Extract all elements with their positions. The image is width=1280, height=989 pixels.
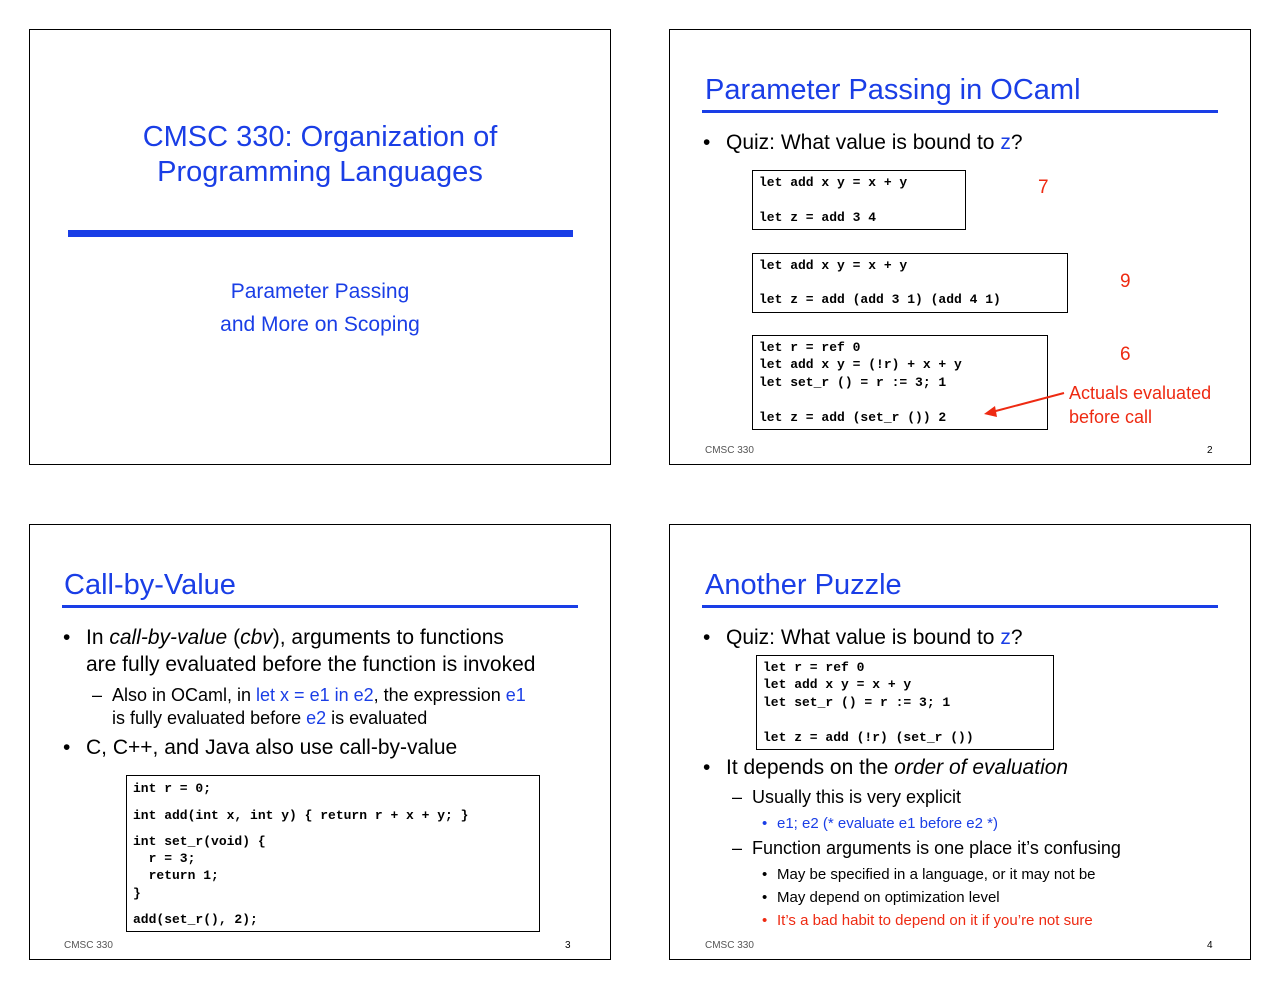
bullet-dot: • [703,131,711,154]
dash: – [732,787,743,807]
code-line: return 1; [133,868,219,883]
code-line: r = 3; [133,851,196,866]
code-line: let r = ref 0 [759,340,861,355]
code-line: int r = 0; [133,781,212,796]
code-line: let set_r () = r := 3; 1 [763,695,951,710]
slide-4 [669,524,1251,960]
code-line: } [133,886,141,901]
dash: – [92,685,103,705]
bullet-dot: • [762,912,768,929]
answer-3: 6 [1120,344,1131,365]
title-divider [68,230,573,237]
sub-bullet-2: Function arguments is one place it’s confusing [752,838,1121,858]
code-line: let add x y = x + y [763,677,912,692]
title-underline [62,605,578,608]
code-box [756,655,1054,750]
code-line: let add x y = (!r) + x + y [759,357,962,372]
subsub-bullet-4: It’s a bad habit to depend on it if you’re not sure [777,912,1093,929]
slide-4-title: Another Puzzle [705,569,902,601]
page-number: 3 [565,940,571,951]
slide-2-title: Parameter Passing in OCaml [705,74,1081,106]
slide-2 [669,29,1251,465]
answer-1: 7 [1038,177,1049,198]
bullet-dot: • [703,756,711,779]
code-line: let z = add (set_r ()) 2 [759,410,947,425]
code-line: let z = add (!r) (set_r ()) [763,730,974,745]
code-box-1 [752,170,966,230]
code-line: add(set_r(), 2); [133,912,258,927]
bullet-2: It depends on the order of evaluation [726,756,1069,779]
bullet-1-line1: In call-by-value (cbv), arguments to functions [86,626,504,649]
bullet-dot: • [762,815,768,832]
bullet-dot: • [63,626,71,649]
bullet-1-line2: are fully evaluated before the function is invoked [86,653,536,676]
footer: CMSC 330 [705,940,754,951]
sub-bullet-line2: is fully evaluated before e2 is evaluated [112,708,428,728]
note-line1: Actuals evaluated [1069,383,1212,403]
code-box-2 [752,253,1068,313]
slide-1-subtitle-line1: Parameter Passing [230,280,410,303]
slide-1 [29,29,611,465]
bullet-dot: • [63,736,71,759]
page-number: 2 [1207,445,1213,456]
sub-bullet-line1: Also in OCaml, in let x = e1 in e2, the expression e1 [112,685,526,705]
sub-bullet-1: Usually this is very explicit [752,787,962,807]
code-line: let z = add (add 3 1) (add 4 1) [759,292,1001,307]
page-number: 4 [1207,940,1213,951]
footer: CMSC 330 [64,940,113,951]
bullet-dot: • [762,889,768,906]
slide-1-title-line1: CMSC 330: Organization of [142,121,498,153]
subsub-bullet-3: May depend on optimization level [777,889,1000,906]
code-line: int add(int x, int y) { return r + x + y; } [133,808,469,823]
slide-3 [29,524,611,960]
bullet-dot: • [703,626,711,649]
title-underline [702,110,1218,113]
code-line: let r = ref 0 [763,660,865,675]
slide-3-title: Call-by-Value [64,569,236,601]
note-line2: before call [1069,407,1153,427]
arrow-icon [980,385,1070,425]
quiz-bullet: Quiz: What value is bound to z? [726,131,1023,154]
answer-2: 9 [1120,271,1131,292]
code-line: let add x y = x + y [759,175,908,190]
dash: – [732,838,743,858]
subsub-bullet-1: e1; e2 (* evaluate e1 before e2 *) [777,815,998,832]
footer: CMSC 330 [705,445,754,456]
code-line: let add x y = x + y [759,258,908,273]
code-line: let z = add 3 4 [759,210,877,225]
quiz-bullet: Quiz: What value is bound to z? [726,626,1023,649]
code-line: int set_r(void) { [133,834,266,849]
slide-1-subtitle-line2: and More on Scoping [220,313,420,336]
slide-1-title-line2: Programming Languages [157,156,483,188]
bullet-2: C, C++, and Java also use call-by-value [86,736,458,759]
title-underline [702,605,1218,608]
code-line: let set_r () = r := 3; 1 [759,375,947,390]
subsub-bullet-2: May be specified in a language, or it may not be [777,866,1096,883]
c-code-box [126,775,540,932]
bullet-dot: • [762,866,768,883]
